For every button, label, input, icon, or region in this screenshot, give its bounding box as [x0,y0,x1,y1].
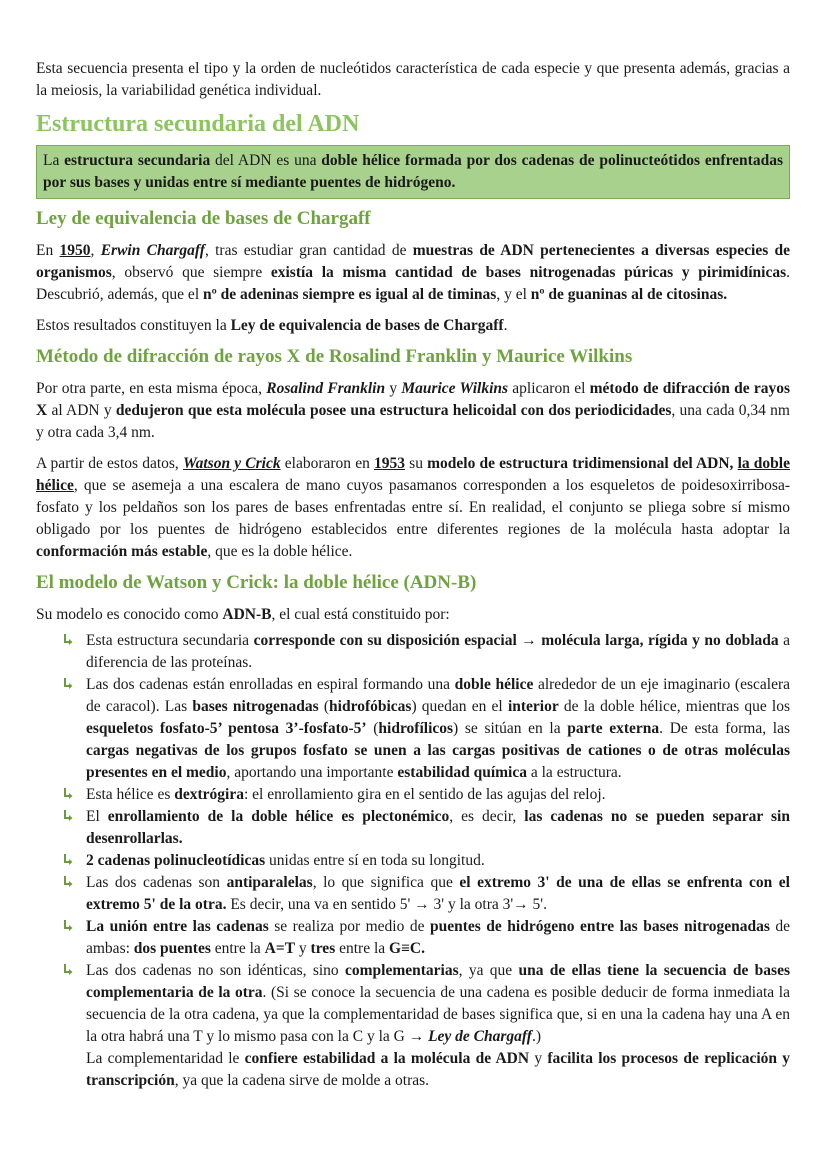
list-item: 2 cadenas polinucleotídicas unidas entre sí en toda su longitud. [36,850,790,872]
bullet-arrow-icon [63,960,77,982]
bullet-arrow-icon [63,630,77,652]
bullet-arrow-icon [63,784,77,806]
model-heading: El modelo de Watson y Crick: la doble hélice (ADN-B) [36,572,477,593]
bullet-arrow-icon [63,850,77,872]
document-page [36,58,790,1092]
list-item: Las dos cadenas están enrolladas en espiral formando una doble hélice alrededor de un eje imaginario (escalera de caracol). Las bases nitrogenadas (hidrofóbicas) quedan en el interior de la doble hélice, mientras que los esqueletos fosfato-5’ pentosa 3’-fosfato-5’ (hidrofílicos) se sitúan en la parte externa. De esta forma, las cargas negativas de los grupos fosfato se unen a las cargas positivas de cationes o de otras moléculas presentes en el medio, aportando una importante estabilidad química a la estructura. [36,674,790,784]
bullet-arrow-icon [63,806,77,828]
list-item: Esta estructura secundaria corresponde con su disposición espacial → molécula larga, rígida y no doblada a diferencia de las proteínas. [36,630,790,674]
list-item: Las dos cadenas son antiparalelas, lo que significa que el extremo 3' de una de ellas se enfrenta con el extremo 5' de la otra. Es decir, una va en sentido 5' → 3' y la otra 3'→ 5'. [36,872,790,916]
model-intro: Su modelo es conocido como ADN-B, el cual está constituido por: [36,606,450,623]
bullet-arrow-icon [63,916,77,938]
list-item: La unión entre las cadenas se realiza por medio de puentes de hidrógeno entre las bases nitrogenadas de ambas: dos puentes entre la A=T y tres entre la G≡C. [36,916,790,960]
definition-text: La estructura secundaria del ADN es una doble hélice formada por dos cadenas de polinucteótidos enfrentadas por sus bases y unidas entre sí mediante puentes de hidrógeno. [43,152,783,191]
intro-paragraph: Esta secuencia presenta el tipo y la orden de nucleótidos característica de cada especie y que presenta además, gracias a la meiosis, la variabilidad genética individual. [36,60,790,99]
bullet-arrow-icon [63,674,77,696]
list-item: Las dos cadenas no son idénticas, sino complementarias, ya que una de ellas tiene la secuencia de bases complementaria de la otra. (Si se conoce la secuencia de una cadena es posible deducir de forma inmediata la secuencia de la otra cadena, ya que la complementaridad de bases significa que, si en una la cadena hay una A en la otra habrá una T y lo mismo pasa con la C y la G → Ley de Chargaff.) La complementaridad le confiere estabilidad a la molécula de ADN y facilita los procesos de replicación y transcripción, ya que la cadena sirve de molde a otras. [36,960,790,1092]
chargaff-law-paragraph: Estos resultados constituyen la Ley de equivalencia de bases de Chargaff. [36,317,508,334]
list-item: Esta hélice es dextrógira: el enrollamiento gira en el sentido de las agujas del reloj. [36,784,790,806]
chargaff-heading: Ley de equivalencia de bases de Chargaff [36,208,371,229]
definition-box [36,145,790,199]
model-bullet-list [36,630,790,1092]
chargaff-paragraph: En 1950, Erwin Chargaff, tras estudiar gran cantidad de muestras de ADN pertenecientes a diversas especies de organismos, observó que siempre existía la misma cantidad de bases nitrogenadas púricas y pirimidínicas. Descubrió, además, que el nº de adeninas siempre es igual al de timinas, y el nº de guaninas al de citosinas. [36,242,791,303]
watson-crick-paragraph: A partir de estos datos, Watson y Crick elaboraron en 1953 su modelo de estructura tridimensional del ADN, la doble hélice, que se asemeja a una escalera de mano cuyos pasamanos corresponden a los esqueletos de poidesoxirribosa-fosfato y los peldaños son los pares de bases enfrentadas entre sí. En realidad, el conjunto se pliega sobre sí mismo obligado por los puentes de hidrógeno establecidos entre diferentes regiones de la molécula hasta adoptar la conformación más estable, que es la doble hélice. [36,455,790,560]
xray-heading: Método de difracción de rayos X de Rosalind Franklin y Maurice Wilkins [36,346,633,367]
bullet-arrow-icon [63,872,77,894]
list-item: El enrollamiento de la doble hélice es plectonémico, es decir, las cadenas no se pueden separar sin desenrollarlas. [36,806,790,850]
xray-paragraph: Por otra parte, en esta misma época, Rosalind Franklin y Maurice Wilkins aplicaron el método de difracción de rayos X al ADN y dedujeron que esta molécula posee una estructura helicoidal con dos periodicidades, una cada 0,34 nm y otra cada 3,4 nm. [36,380,790,441]
section-title: Estructura secundaria del ADN [36,111,360,137]
